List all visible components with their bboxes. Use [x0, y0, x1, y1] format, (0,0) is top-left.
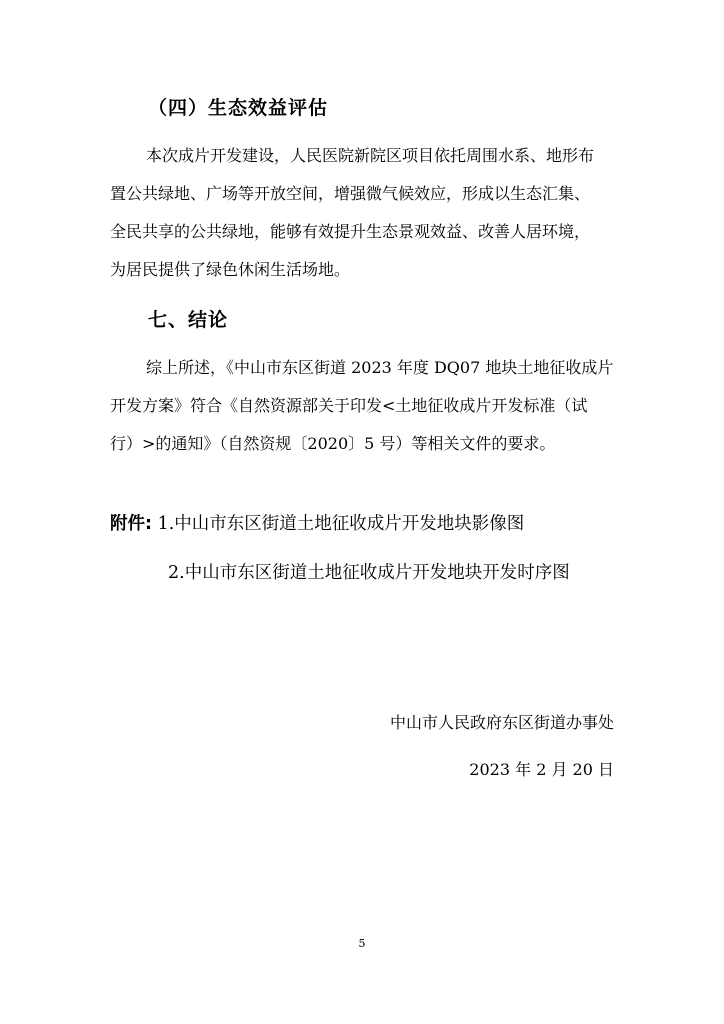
attachment-item-1-text: 1.中山市东区街道土地征收成片开发地块影像图	[157, 514, 525, 534]
paragraph-line: 行）>的通知》（自然资规〔2020〕5 号）等相关文件的要求。	[110, 434, 556, 453]
signature-org: 中山市人民政府东区街道办事处	[389, 713, 614, 732]
paragraph-line: 全民共享的公共绿地，能够有效提升生态景观效益、改善人居环境，	[110, 222, 591, 241]
attachment-item-2	[168, 561, 570, 585]
paragraph-line: 置公共绿地、广场等开放空间，增强微气候效应，形成以生态汇集、	[110, 184, 591, 203]
attachment-label: 附件:	[110, 514, 152, 534]
section-7-heading: 七、结论	[148, 309, 229, 331]
paragraph-line: 为居民提供了绿色休闲生活场地。	[110, 260, 351, 279]
page-number: 5	[358, 937, 366, 950]
attachment-item-1	[110, 512, 524, 536]
section-4-heading: （四）生态效益评估	[148, 97, 329, 119]
paragraph-line: 本次成片开发建设，人民医院新院区项目依托周围水系、地形布	[146, 146, 595, 165]
paragraph-line: 开发方案》符合《自然资源部关于印发<土地征收成片开发标准（试	[110, 396, 588, 415]
attachment-item-2-text: 2.中山市东区街道土地征收成片开发地块开发时序图	[168, 563, 570, 583]
section-4-paragraph	[110, 137, 616, 289]
paragraph-line: 综上所述，《中山市东区街道 2023 年度 DQ07 地块土地征收成片	[146, 358, 614, 377]
signature-date: 2023 年 2 月 20 日	[469, 760, 614, 779]
section-7-paragraph	[110, 349, 616, 463]
